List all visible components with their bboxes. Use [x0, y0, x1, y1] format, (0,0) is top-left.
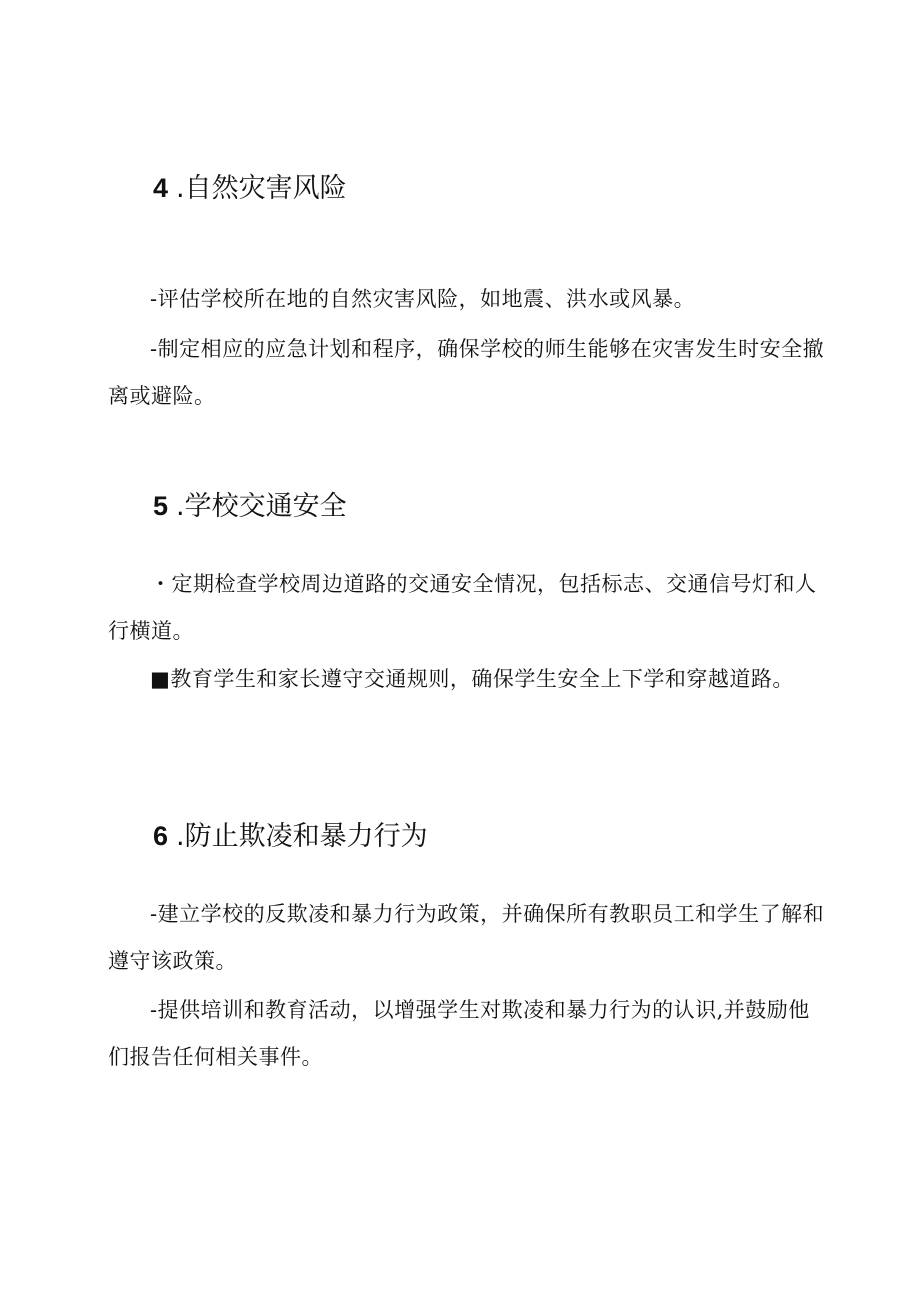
- section-5-paragraph-1: ・定期检查学校周边道路的交通安全情况，包括标志、交通信号灯和人行横道。: [108, 572, 817, 643]
- section-5-number: 5: [153, 491, 169, 521]
- section-6-paragraph-1: -建立学校的反欺凌和暴力行为政策，并确保所有教职员工和学生了解和遵守该政策。: [108, 902, 825, 973]
- section-4-heading: [153, 170, 347, 207]
- section-4-number: 4: [153, 173, 169, 203]
- section-4-paragraph-2: -制定相应的应急计划和程序，确保学校的师生能够在灾害发生时安全撤离或避险。: [108, 337, 825, 408]
- section-6-number: 6: [153, 821, 169, 851]
- section-4-title: .自然灾害风险: [176, 173, 347, 204]
- section-4-paragraph-1: -评估学校所在地的自然灾害风险，如地震、洪水或风暴。: [150, 287, 696, 311]
- section-6-title: .防止欺凌和暴力行为: [176, 821, 428, 852]
- section-5-paragraph-2: ■教育学生和家长遵守交通规则，确保学生安全上下学和穿越道路。: [150, 667, 794, 691]
- section-6-heading: [153, 818, 428, 855]
- section-5-title: .学校交通安全: [176, 491, 347, 522]
- section-6-paragraph-2: -提供培训和教育活动，以增强学生对欺凌和暴力行为的认识,并鼓励他们报告任何相关事件。: [108, 998, 810, 1069]
- section-5-heading: [153, 488, 347, 525]
